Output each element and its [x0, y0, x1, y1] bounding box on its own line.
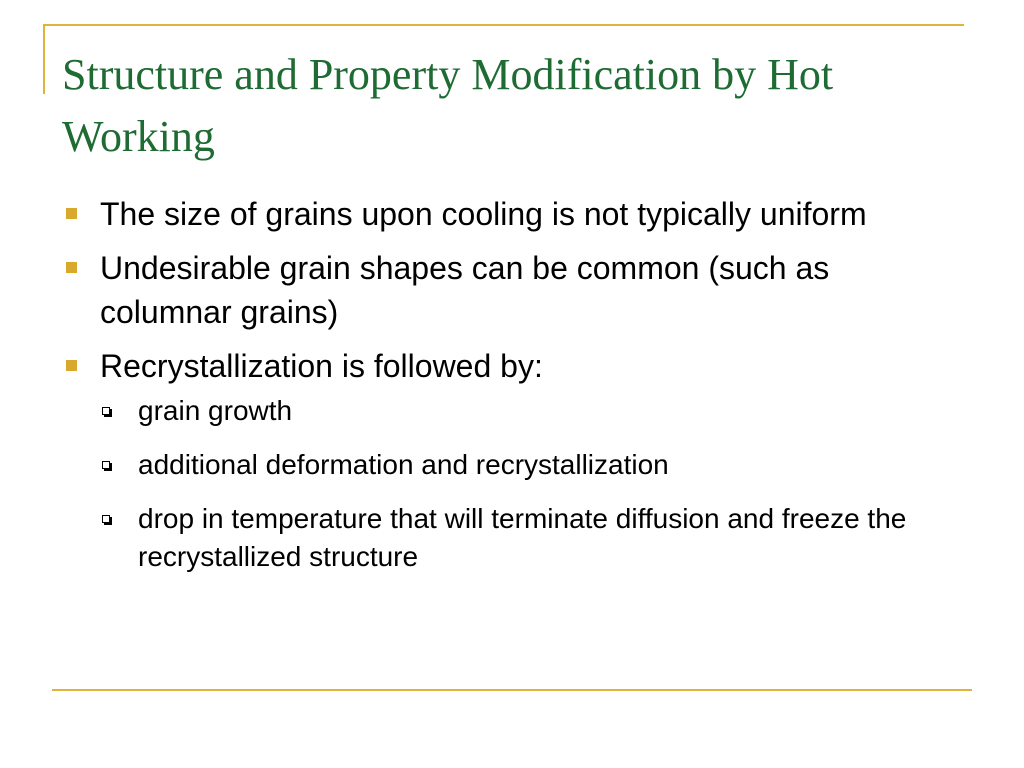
sub-bullet-text: grain growth — [138, 395, 293, 426]
hollow-square-bullet-icon — [102, 461, 110, 469]
sub-bullet-item — [100, 500, 922, 576]
bullet-list — [62, 192, 922, 592]
hollow-square-bullet-icon — [102, 515, 110, 523]
hollow-square-bullet-icon — [102, 407, 110, 415]
bottom-divider — [52, 689, 972, 691]
bullet-text: Recrystallization is followed by: — [100, 348, 543, 384]
bullet-text: The size of grains upon cooling is not typically uniform — [100, 196, 867, 232]
sub-bullet-item — [100, 392, 922, 430]
bullet-item — [62, 192, 922, 236]
sub-bullet-item — [100, 446, 922, 484]
bullet-item — [62, 246, 922, 334]
sub-bullet-text: additional deformation and recrystallization — [138, 449, 669, 480]
bullet-text: Undesirable grain shapes can be common (such as columnar grains) — [100, 250, 830, 330]
slide-title: Structure and Property Modification by Hot Working — [62, 50, 834, 161]
sub-bullet-list — [100, 392, 922, 576]
left-accent-line — [43, 24, 45, 94]
square-bullet-icon — [66, 208, 77, 219]
bullet-item — [62, 344, 922, 576]
square-bullet-icon — [66, 262, 77, 273]
top-divider — [43, 24, 964, 26]
square-bullet-icon — [66, 360, 77, 371]
sub-bullet-text: drop in temperature that will terminate diffusion and freeze the recrystallized structure — [138, 503, 907, 572]
